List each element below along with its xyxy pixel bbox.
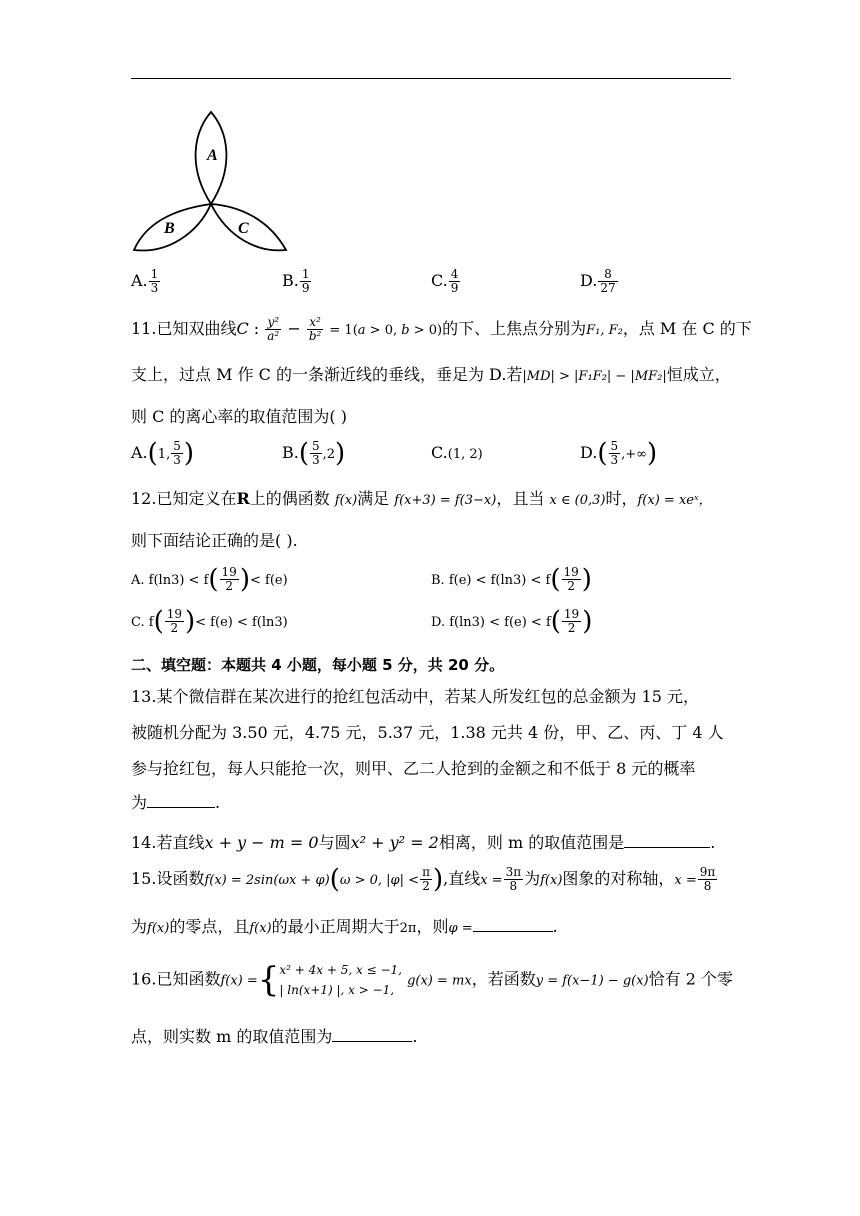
q11-option-d: D.( $\frac{5}{3}$ ,+∞) (580, 438, 658, 469)
q12-option-a: A. f(ln3) < f( $\frac{19}{2}$ )< f(e) (131, 564, 288, 595)
q16-blank[interactable] (332, 1027, 412, 1042)
q16-line2: 点，则实数 m 的取值范围为 . (131, 1027, 418, 1046)
petal-label-b: B (164, 220, 175, 237)
petal-figure (128, 108, 298, 256)
q12-option-b: B. f(e) < f(ln3) < f( $\frac{19}{2}$ ) (431, 564, 592, 595)
header-rule (131, 78, 731, 79)
q13-blank[interactable] (147, 793, 215, 808)
q14: 14.若直线x + y − m = 0与圆x² + y² = 2相离，则 m 的取值范围是 . (131, 833, 716, 852)
q10-option-b: B. $\frac{1}{9}$ (282, 267, 310, 295)
petal-label-a: A (207, 147, 218, 164)
petal-label-c: C (238, 220, 249, 237)
q12-option-c: C. f( $\frac{19}{2}$ )< f(e) < f(ln3) (131, 606, 288, 637)
q15-line2: 为f(x)的零点，且f(x)的最小正周期大于2π，则φ = . (131, 917, 558, 936)
q10-option-c: C. $\frac{4}{9}$ (431, 267, 459, 295)
q12-option-d: D. f(ln3) < f(e) < f( $\frac{19}{2}$ ) (431, 606, 593, 637)
q13-line2: 被随机分配为 3.50 元，4.75 元，5.37 元，1.38 元共 4 份，甲、乙、丙、丁 4 人 (131, 723, 724, 742)
q11-option-c: C.(1, 2) (431, 443, 483, 462)
q14-blank[interactable] (624, 833, 710, 848)
q11-line3: 则 C 的离心率的取值范围为( ) (131, 407, 347, 426)
q11-option-b: B.( $\frac{5}{3}$ ,2) (282, 438, 346, 469)
q16-line1: 16.已知函数f(x) ={ x² + 4x + 5, x ≤ −1, | ln(x+1) |, x > −1, g(x) = mx，若函数y = f(x−1) − g(x)恰有 2 个零 (131, 960, 733, 1000)
q13-line1: 13.某个微信群在某次进行的抢红包活动中，若某人所发红包的总金额为 15 元， (131, 687, 699, 706)
section-heading: 二、填空题：本题共 4 小题，每小题 5 分，共 20 分。 (131, 656, 505, 674)
q15-blank[interactable] (473, 917, 553, 932)
q15-line1: 15.设函数f(x) = 2sin(ωx + φ)(ω > 0, |φ| < $\frac{\pi}{2}$ ),直线x = $\frac{3\pi}{8}$ 为f(x)图象的对称轴，x = $\frac{9\pi}{8}$ (131, 864, 716, 895)
q12-line1: 12.已知定义在R上的偶函数 f(x)满足 f(x+3) = f(3−x)，且当 x ∈ (0,3)时，f(x) = xeˣ， (131, 489, 712, 508)
q13-line4: 为 . (131, 793, 221, 812)
q10-option-a: A. $\frac{1}{3}$ (131, 267, 159, 295)
q11-line2: 支上，过点 M 作 C 的一条渐近线的垂线，垂足为 D.若|MD| > |F₁F₂| − |MF₂|恒成立， (131, 365, 731, 384)
q11-line1: 11.已知双曲线C : $\frac{\text{y²}}{\text{a²}}$ − $\frac{\text{x²}}{\text{b²}}$ = 1(a > 0, b > 0)的下、上焦点分别为F₁, F₂，点 M 在 C 的下 (131, 315, 752, 343)
q12-line2: 则下面结论正确的是( ). (131, 531, 298, 550)
q10-option-d: D. $\frac{8}{27}$ (580, 267, 616, 295)
q13-line3: 参与抢红包，每人只能抢一次，则甲、乙二人抢到的金额之和不低于 8 元的概率 (131, 759, 696, 778)
q11-option-a: A.(1, $\frac{5}{3}$ ) (131, 438, 194, 469)
